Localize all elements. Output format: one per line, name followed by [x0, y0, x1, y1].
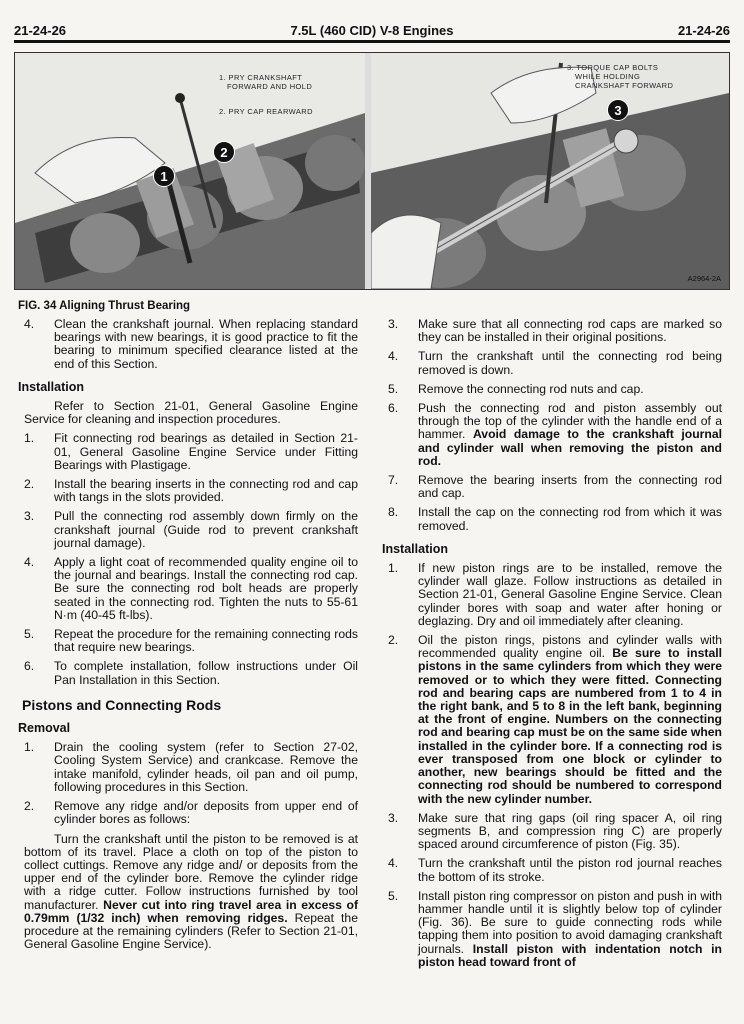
page-number-right: 21-24-26 [677, 23, 730, 38]
list-item [18, 510, 358, 550]
item-text: To complete installation, follow instructions under Oil Pan Installation in this Section. [54, 659, 358, 687]
installation-heading: Installation [18, 379, 84, 394]
ridge-text: Turn the crankshaft until the piston to be removed is at bottom of its travel. Place a cloth on top of the piston to collect cuttings. Remove any ridge and/ or deposits from the upper end of the cylinder bore. Remove the cylinder ridge with a ridge cutter. Follow instructions furnished by tool manufacturer. [24, 831, 358, 912]
ridge-paragraph [18, 833, 358, 952]
figure-code: A2964-2A [687, 274, 721, 283]
item-number: 4. [388, 856, 399, 871]
section-heading: Pistons and Connecting Rods [22, 696, 222, 713]
item-text: Turn the crankshaft until the piston rod journal reaches the bottom of its stroke. [418, 856, 722, 884]
callout-1-text [219, 73, 312, 91]
callout-line: FORWARD AND HOLD [227, 82, 313, 91]
item-text: Drain the cooling system (refer to Section 27-02, Cooling System Service) and crankcase. Remove the intake manifold, cylinder heads, oil pan and oil pump, following procedures in this Section. [54, 740, 358, 794]
item-text: Turn the crankshaft until the connecting rod being removed is down. [418, 349, 722, 377]
list-item [18, 741, 358, 794]
item-number: 7. [388, 473, 399, 488]
ridge-text-b: Repeat the procedure at the remaining cylinders (Refer to Section 21-01, General Gasoline Engine Service). [24, 910, 358, 952]
removal-list-continued [382, 318, 722, 396]
item-text: Fit connecting rod bearings as detailed in Section 21-01, General Gasoline Engine Service under Fitting Bearings with Plastigage. [54, 431, 358, 472]
item-warning: Install piston with indentation notch in piston head toward front of [418, 941, 722, 969]
installation-heading-right: Installation [382, 541, 448, 556]
item-number: 3. [388, 810, 399, 825]
item-number: 6. [388, 401, 399, 416]
photo-right-torque-bolts [371, 53, 729, 289]
item-number: 2. [24, 799, 35, 814]
item-text: Pull the connecting rod assembly down firmly on the crankshaft journal (Guide rod to prevent crankshaft journal damage). [54, 509, 358, 550]
item-text: Install the cap on the connecting rod from which it was removed. [418, 505, 722, 533]
list-item [382, 562, 722, 628]
list-item [382, 350, 722, 376]
item-number: 6. [24, 659, 35, 674]
photo-left-prying-crankshaft [15, 53, 365, 289]
marker-3: 3 [607, 99, 629, 121]
item-text: Remove the bearing inserts from the connecting rod and cap. [418, 473, 722, 501]
item-text: If new piston rings are to be installed, remove the cylinder wall glaze. Follow instructions as detailed in Section 21-01, General Gasoline Engine Service. Clean cylinder bores with soap and water after honing or deglazing. Dry and oil immediately after cleaning. [418, 561, 722, 628]
callout-line: WHILE HOLDING [575, 72, 641, 81]
item-text: Make sure that ring gaps (oil ring spacer A, oil ring segments B, and compression ring C) are properly spaced around circumference of piston (Fig. 35). [418, 810, 722, 852]
item-text [418, 634, 722, 806]
figure-34 [14, 52, 730, 290]
item-number: 2. [388, 633, 399, 648]
callout-2-text: 2. PRY CAP REARWARD [219, 107, 313, 116]
item-text: Apply a light coat of recommended quality engine oil to the journal and bearings. Install the connecting rod cap. Be sure the connecting rod bolt heads are properly seated in the connecting rod. Tighten the nuts to 55-61 N·m (40-45 ft-lbs). [54, 555, 358, 622]
engine-photo-right [371, 53, 729, 289]
page-number-left: 21-24-26 [14, 23, 67, 38]
list-item [18, 432, 358, 472]
figure-caption: FIG. 34 Aligning Thrust Bearing [18, 300, 191, 312]
item-number: 5. [24, 627, 35, 642]
list-item [382, 634, 722, 806]
engine-photo-left [15, 53, 365, 289]
list-item [382, 506, 722, 532]
item-warning: Be sure to install pistons in the same cylinders from which they were removed or to which they were fitted. Connecting rod and bearing caps are numbered from 1 to 4 in the right bank, and 5 to 8 in the left bank, beginning at the front of engine. Numbers on the connecting rod and bearing cap must be on the same side when installed in the cylinder bore. If a connecting rod is ever transposed from one block or cylinder to another, new bearings should be fitted and the connecting rod should be numbered to correspond with the new cylinder number. [418, 646, 722, 806]
page-header [14, 12, 730, 43]
callout-line: CRANKSHAFT FORWARD [575, 81, 674, 90]
list-item [382, 402, 722, 468]
installation-intro: Refer to Section 21-01, General Gasoline Engine Service for cleaning and inspection procedures. [24, 399, 358, 427]
item-number: 1. [388, 561, 399, 576]
item-number: 1. [24, 431, 35, 446]
callout-line: 1. PRY CRANKSHAFT [219, 73, 303, 82]
item-text [418, 890, 722, 969]
item-number: 4. [24, 555, 35, 570]
item-text: Repeat the procedure for the remaining connecting rods that require new bearings. [54, 627, 358, 655]
removal-heading: Removal [18, 721, 71, 736]
left-column [18, 318, 358, 955]
list-item [382, 812, 722, 852]
item-number: 5. [388, 888, 399, 903]
list-item [382, 890, 722, 969]
list-item [382, 383, 722, 396]
ridge-warning: Never cut into ring travel area in excess of 0.79mm (1/32 inch) when removing ridges. [24, 897, 359, 925]
item-text-part: Install piston ring compressor on piston and push in with hammer handle until it is slightly below top of cylinder (Fig. 36). Be sure to guide connecting rods while tapping them into position to avoid damaging crankshaft journals. [418, 888, 722, 956]
item-number: 4. [24, 317, 35, 331]
list-item [382, 857, 722, 883]
list-item [18, 800, 358, 826]
right-column [382, 318, 722, 975]
item-number: 3. [24, 509, 35, 524]
item-text: Remove any ridge and/or deposits from upper end of cylinder bores as follows: [54, 799, 358, 827]
list-item [382, 318, 722, 344]
item-text: Remove the connecting rod nuts and cap. [418, 381, 644, 396]
item-number: 4. [388, 349, 399, 364]
item-number: 3. [388, 317, 399, 331]
list-item [18, 318, 358, 371]
list-item [18, 628, 358, 654]
list-item [18, 478, 358, 504]
item-text: Clean the crankshaft journal. When replacing standard bearings with new bearings, it is good practice to fit the bearing to minimum specified clearance listed at the end of this Section. [54, 317, 358, 371]
callout-3-text [567, 63, 673, 90]
item-text: Install the bearing inserts in the connecting rod and cap with tangs in the slots provided. [54, 477, 358, 505]
item-warning: Avoid damage to the crankshaft journal and cylinder wall when removing the piston and rod. [418, 427, 722, 468]
callout-line: 3. TORQUE CAP BOLTS [567, 63, 659, 72]
item-text [418, 402, 722, 468]
item-text: Make sure that all connecting rod caps are marked so they can be installed in their original positions. [418, 317, 722, 345]
marker-2: 2 [213, 141, 235, 163]
item-number: 8. [388, 505, 399, 520]
list-item [382, 474, 722, 500]
item-text-part: Push the connecting rod and piston assembly out through the top of the cylinder with the handle end of a hammer. [418, 401, 722, 442]
item-text-part: Oil the piston rings, pistons and cylinder walls with recommended quality engine oil. [418, 633, 722, 661]
marker-1: 1 [153, 165, 175, 187]
page-title: 7.5L (460 CID) V-8 Engines [290, 23, 454, 38]
item-number: 5. [388, 381, 399, 396]
list-item [18, 556, 358, 622]
list-item [18, 660, 358, 686]
installation-list [18, 432, 358, 686]
removal-list [18, 741, 358, 826]
item-number: 1. [24, 740, 35, 755]
item-number: 2. [24, 477, 35, 492]
removal-list-continued-2 [382, 474, 722, 533]
